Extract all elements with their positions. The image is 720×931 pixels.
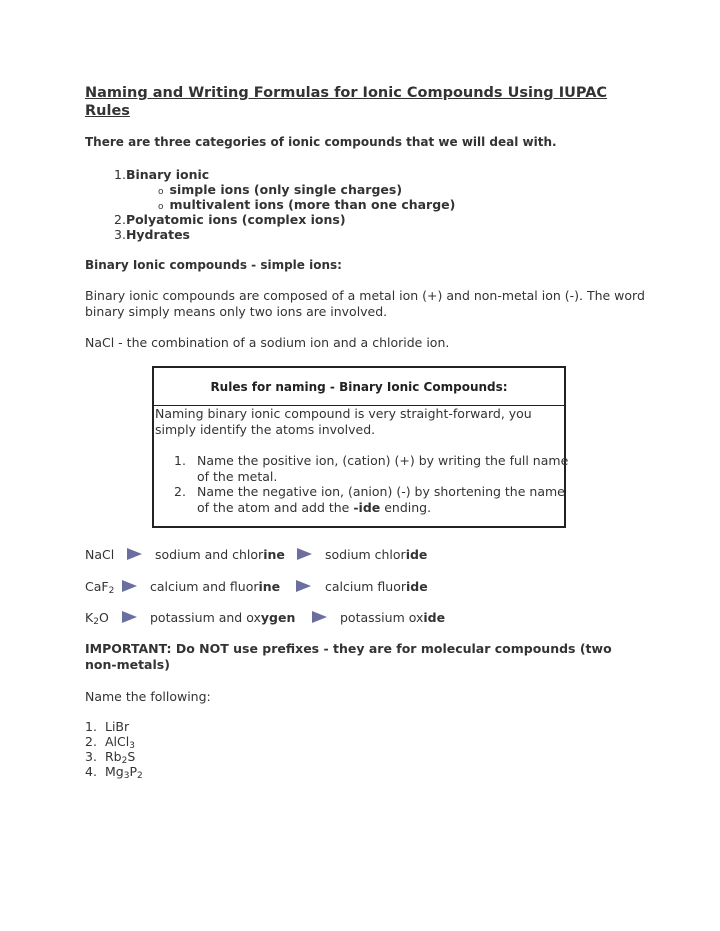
name-following-prompt: Name the following:	[85, 689, 211, 704]
ide-suffix: ide	[423, 610, 446, 625]
ion-suffix: ine	[263, 547, 285, 562]
formula-subscript: 3	[123, 771, 130, 781]
example-ion-names-3	[150, 610, 295, 625]
formula-text: S	[127, 749, 136, 764]
formula-subscript: 2	[108, 586, 115, 596]
category-number: 1.	[114, 167, 126, 182]
category-label: Binary ionic	[125, 167, 210, 182]
question-number: 1.	[85, 719, 97, 734]
formula-text: Rb	[105, 749, 122, 764]
rules-item-number: 2.	[174, 484, 186, 499]
formula-text: CaF	[85, 579, 109, 594]
example-ion-names-1	[155, 547, 285, 562]
question-number: 3.	[85, 749, 97, 764]
formula-text: P	[129, 764, 138, 779]
category-item-3	[114, 227, 190, 242]
rules-item-number: 1.	[174, 453, 186, 468]
right-triangle-arrow-icon	[127, 548, 142, 560]
example-compound-name-1	[325, 547, 427, 562]
page-title: Naming and Writing Formulas for Ionic Compounds Using IUPAC Rules	[85, 85, 608, 119]
example-formula-3	[85, 610, 109, 627]
rules-list	[174, 453, 569, 515]
rules-item-text: Name the positive ion, (cation) (+) by writing the full name of the metal.	[197, 453, 569, 484]
formula-text: AlCl	[105, 734, 130, 749]
formula-subscript: 2	[137, 771, 143, 781]
example-compound-name-3	[340, 610, 445, 625]
circle-bullet-icon: o	[158, 187, 164, 197]
right-triangle-arrow-icon	[296, 580, 311, 592]
question-number: 2.	[85, 734, 97, 749]
rules-item-text-part: Name the negative ion, (anion) (-) by shortening the name of the atom and add the	[197, 484, 565, 515]
formula-subscript: 2	[93, 617, 99, 627]
ion-suffix: ygen	[260, 610, 296, 625]
sub-bullet-label: simple ions (only single charges)	[169, 182, 403, 197]
ide-suffix: ide	[405, 547, 428, 562]
sub-bullet-label: multivalent ions (more than one charge)	[169, 197, 456, 212]
ion-names-text: calcium and fluor	[150, 579, 259, 594]
rules-item-text	[197, 484, 569, 515]
ion-names-text: potassium and ox	[150, 610, 261, 625]
category-item-1	[114, 167, 209, 182]
category-number: 2.	[114, 212, 126, 227]
category-label: Hydrates	[125, 227, 190, 242]
formula-text: Mg	[105, 764, 124, 779]
question-item-1	[85, 719, 129, 734]
example-formula-2	[85, 579, 114, 596]
formula-text: NaCl	[85, 547, 115, 562]
intro-text: There are three categories of ionic compounds that we will deal with.	[85, 135, 557, 149]
formula-text: K	[85, 610, 94, 625]
formula-subscript: 3	[129, 741, 135, 751]
compound-name-text: potassium ox	[340, 610, 424, 625]
right-triangle-arrow-icon	[122, 580, 137, 592]
category-number: 3.	[114, 227, 126, 242]
formula-text: LiBr	[105, 719, 130, 734]
formula-subscript: 2	[121, 756, 128, 766]
circle-bullet-icon: o	[158, 202, 164, 212]
question-number: 4.	[85, 764, 97, 779]
compound-name-text: sodium chlor	[325, 547, 406, 562]
right-triangle-arrow-icon	[297, 548, 312, 560]
example-compound-name-2	[325, 579, 428, 594]
category-item-2	[114, 212, 346, 227]
ide-suffix: ide	[406, 579, 428, 594]
rules-box-heading: Rules for naming - Binary Ionic Compounds:	[154, 368, 564, 406]
right-triangle-arrow-icon	[122, 611, 137, 623]
ide-suffix: -ide	[353, 499, 381, 515]
example-ion-names-2	[150, 579, 280, 594]
rules-box	[152, 366, 569, 528]
rules-item-2	[174, 484, 569, 515]
right-triangle-arrow-icon	[312, 611, 327, 623]
paragraph-binary-definition: Binary ionic compounds are composed of a metal ion (+) and non-metal ion (-). The word binary simply means only two ions are involved.	[85, 288, 645, 319]
ion-names-text: sodium and chlor	[155, 547, 264, 562]
question-item-4	[85, 764, 143, 781]
compound-name-text: calcium fluor	[325, 579, 407, 594]
example-formula-1	[85, 547, 114, 562]
rules-item-1	[174, 453, 569, 484]
ion-suffix: ine	[258, 579, 281, 594]
formula-text: O	[98, 610, 109, 625]
section-heading: Binary Ionic compounds - simple ions:	[85, 258, 342, 272]
important-note: IMPORTANT: Do NOT use prefixes - they are for molecular compounds (two non-metals)	[85, 641, 612, 672]
paragraph-nacl: NaCl - the combination of a sodium ion and a chloride ion.	[85, 335, 450, 350]
rules-item-text-part: ending.	[380, 499, 432, 515]
rules-box-intro: Naming binary ionic compound is very straight-forward, you simply identify the atoms involved.	[155, 406, 532, 437]
category-label: Polyatomic ions (complex ions)	[125, 212, 346, 227]
